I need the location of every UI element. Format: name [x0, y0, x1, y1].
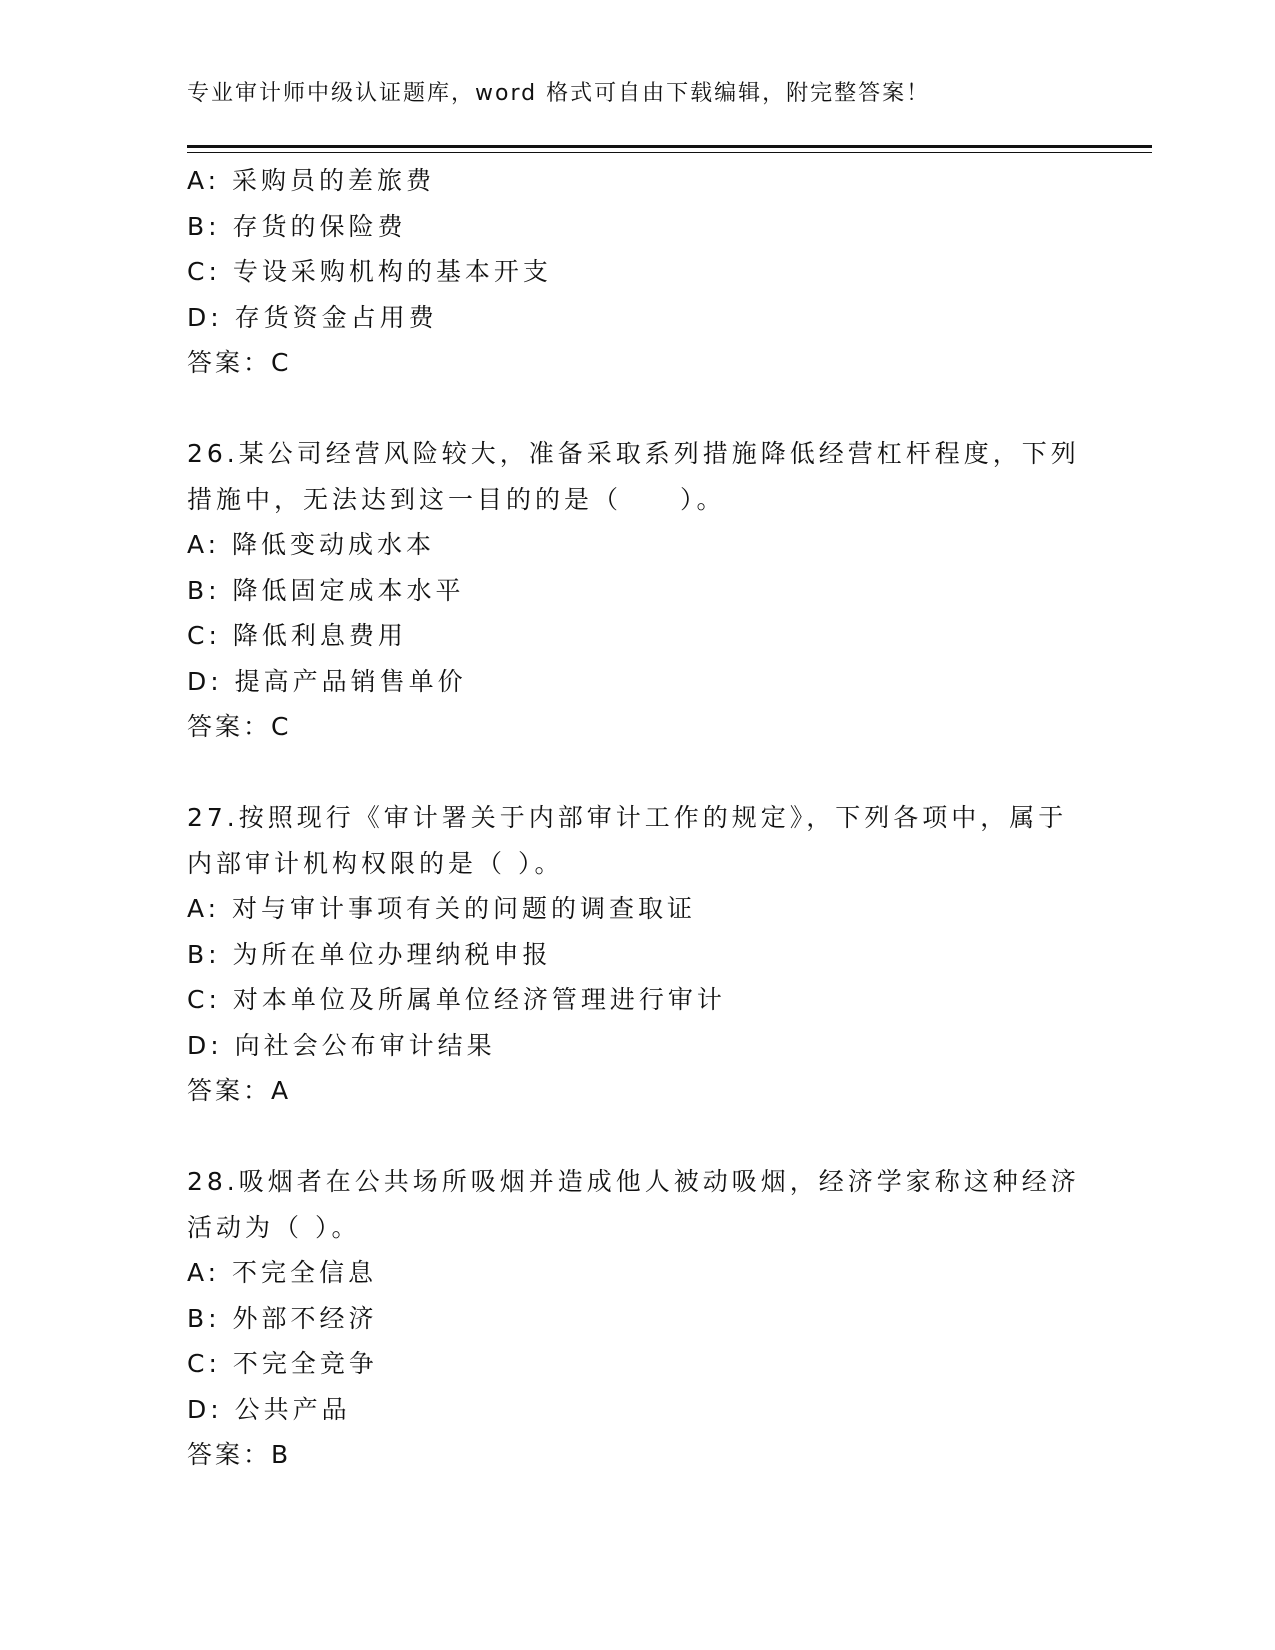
page-header: 专业审计师中级认证题库，word 格式可自由下载编辑，附完整答案！ — [187, 81, 931, 106]
header-rule-thick — [187, 145, 1152, 148]
question-stem-line: 活动为（ ）。 — [187, 1212, 361, 1242]
option-d: D: 存货资金占用费 — [187, 302, 438, 332]
question-stem-line: 27.按照现行《审计署关于内部审计工作的规定》，下列各项中，属于 — [187, 803, 1068, 832]
option-d: D: 公共产品 — [187, 1394, 351, 1424]
option-b: B: 为所在单位办理纳税申报 — [187, 939, 552, 969]
option-c: C: 不完全竞争 — [187, 1349, 378, 1378]
header-rule-thin — [187, 152, 1152, 153]
spacer — [187, 750, 1087, 796]
answer-line: 答案：A — [187, 1076, 292, 1105]
question-stem-line: 内部审计机构权限的是（ ）。 — [187, 848, 564, 878]
option-c: C: 降低利息费用 — [187, 621, 407, 650]
option-b: B: 存货的保险费 — [187, 211, 407, 241]
option-c: C: 对本单位及所属单位经济管理进行审计 — [187, 985, 726, 1014]
question-stem-line: 措施中，无法达到这一目的的是（ ）。 — [187, 484, 726, 514]
spacer — [187, 1114, 1087, 1160]
option-d: D: 向社会公布审计结果 — [187, 1030, 496, 1060]
option-b: B: 降低固定成本水平 — [187, 575, 465, 605]
answer-line: 答案：B — [187, 1440, 292, 1469]
option-c: C: 专设采购机构的基本开支 — [187, 257, 552, 286]
option-d: D: 提高产品销售单价 — [187, 666, 467, 696]
question-stem-line: 28.吸烟者在公共场所吸烟并造成他人被动吸烟，经济学家称这种经济 — [187, 1167, 1080, 1196]
option-a: A: 对与审计事项有关的问题的调查取证 — [187, 894, 697, 923]
option-a: A: 不完全信息 — [187, 1258, 378, 1287]
answer-line: 答案：C — [187, 348, 292, 377]
question-content — [187, 158, 1087, 1478]
question-stem-line: 26.某公司经营风险较大，准备采取系列措施降低经营杠杆程度，下列 — [187, 439, 1080, 468]
option-a: A: 采购员的差旅费 — [187, 166, 436, 195]
option-b: B: 外部不经济 — [187, 1303, 378, 1333]
spacer — [187, 386, 1087, 432]
question-27 — [187, 795, 1087, 1114]
question-28 — [187, 1159, 1087, 1478]
question-26 — [187, 431, 1087, 750]
previous-question-tail — [187, 158, 1087, 386]
answer-line: 答案：C — [187, 712, 292, 741]
option-a: A: 降低变动成水本 — [187, 530, 436, 559]
